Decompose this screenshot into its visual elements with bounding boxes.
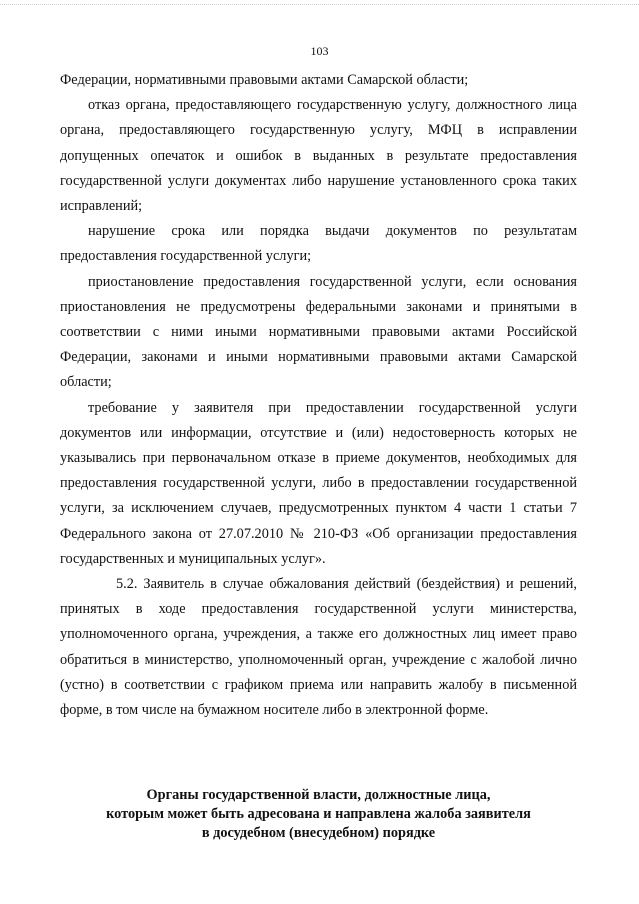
paragraph-continuation: Федерации, нормативными правовыми актами Самарской области; [60,72,469,88]
paragraph-5-2: 5.2. Заявитель в случае обжалования действий (бездействия) и решений, принятых в ходе предоставления государственной услуги министерства, уполномоченного органа, учреждения, а также его должностных лиц имеет право обратиться в министерство, уполномоченный орган, учреждение с жалобой лично (устно) в соответствии с графиком приема или направить жалобу в письменной форме, в том числе на бумажном носителе либо в электронной форме. [60,576,577,719]
section-heading-line-3: в досудебном (внесудебном) порядке [201,825,436,841]
section-heading-line-1: Органы государственной власти, должностные лица, [146,787,491,803]
paragraph-deadline-violation: нарушение срока или порядка выдачи документов по результатам предоставления государственной услуги; [60,223,577,265]
paragraph-document-requirement: требование у заявителя при предоставлении государственной услуги документов или информации, отсутствие и (или) недостоверность которых не указывались при первоначальном отказе в приеме документов, необходимых для предоставления государственной услуги, либо в предоставлении государственной услуги, за исключением случаев, предусмотренных пунктом 4 части 1 статьи 7 Федерального закона от 27.07.2010 № 210-ФЗ «Об организации предоставления государственных и муниципальных услуг». [60,399,577,567]
paragraph-refusal: отказ органа, предоставляющего государственную услугу, должностного лица органа, предоставляющего государственную услугу, МФЦ в исправлении допущенных опечаток и ошибок в выданных в результате предоставления государственной услуги документах либо нарушение установленного срока таких исправлений; [60,97,577,215]
section-heading [60,786,577,843]
section-heading-line-2: которым может быть адресована и направлена жалоба заявителя [106,806,531,822]
body-text [60,68,577,723]
page-top-edge [0,4,639,5]
page-number: 103 [310,44,329,58]
paragraph-suspension: приостановление предоставления государственной услуги, если основания приостановления не предусмотрены федеральными законами и принятыми в соответствии с ними иными нормативными правовыми актами Российской Федерации, законами и иными нормативными правовыми актами Самарской области; [60,273,577,391]
